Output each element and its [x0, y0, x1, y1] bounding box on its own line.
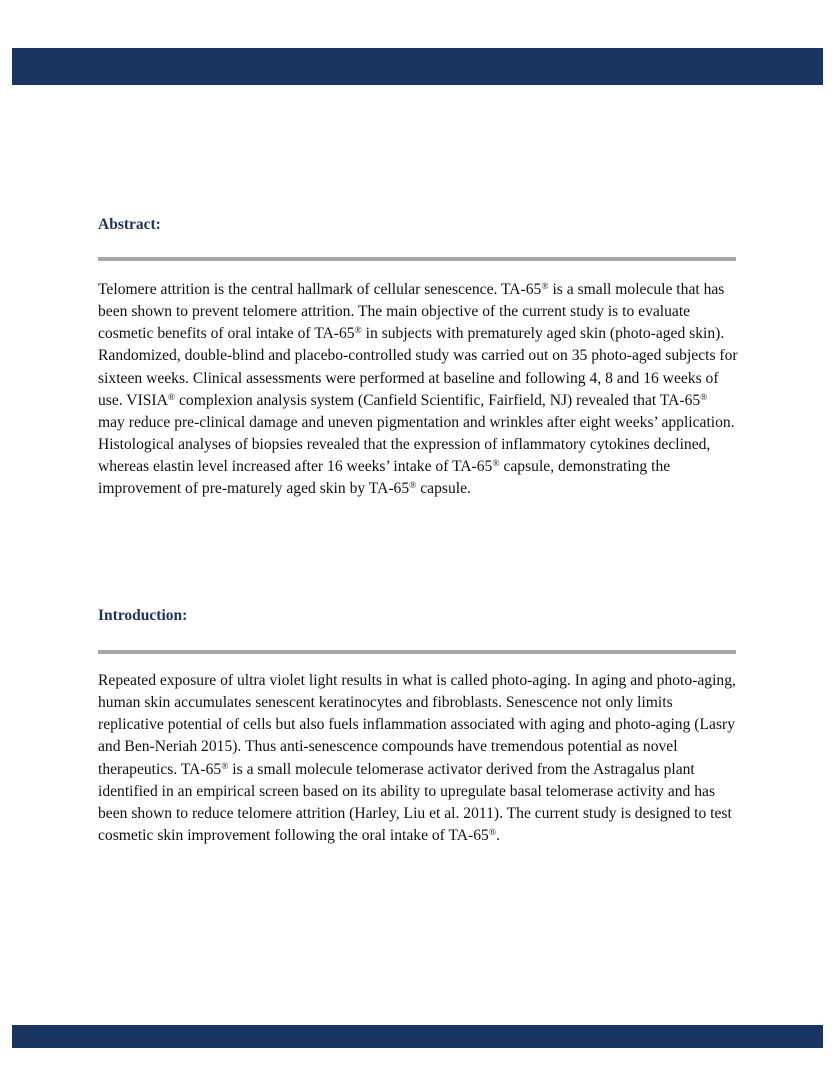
abstract-section — [98, 215, 738, 498]
introduction-text: is a small molecule telomerase activator derived from the Astragalus plant identified in an empirical screen based on its ability to upregulate basal telomerase activity and has been shown to reduce telomere attrition (Harley, Liu et al. 2011). The current study is designed to test cosmetic skin improvement following the oral intake of TA-65 — [98, 760, 732, 845]
introduction-text: . — [496, 827, 500, 845]
registered-mark: ® — [409, 481, 417, 492]
registered-mark: ® — [492, 459, 500, 470]
footer-band — [12, 1025, 823, 1048]
registered-mark: ® — [221, 761, 229, 772]
registered-mark: ® — [354, 326, 362, 337]
abstract-text: in subjects with prematurely aged skin (photo-aged skin). Randomized, double-blind and placebo-controlled study was carried out on 35 photo-aged subjects for sixteen weeks. Clinical assessments were performed at baseline and following 4, 8 and 16 weeks of use. VISIA — [98, 325, 738, 409]
introduction-paragraph — [98, 670, 738, 847]
abstract-divider — [98, 257, 736, 261]
registered-mark: ® — [700, 392, 708, 403]
abstract-text: Telomere attrition is the central hallmark of cellular senescence. TA-65 — [98, 281, 542, 298]
header-band — [12, 48, 823, 85]
registered-mark: ® — [541, 282, 549, 292]
abstract-text: complexion analysis system (Canfield Scientific, Fairfield, NJ) revealed that TA-65 — [175, 391, 701, 409]
abstract-text: capsule. — [416, 480, 471, 498]
abstract-heading: Abstract: — [98, 216, 161, 233]
introduction-heading: Introduction: — [98, 607, 188, 624]
introduction-section — [98, 606, 738, 845]
abstract-text: may reduce pre-clinical damage and uneven pigmentation and wrinkles after eight weeks’ application. Histological analyses of biopsies revealed that the expression of inflammatory cytokines declined, whereas elastin level increased after 16 weeks’ intake of TA-65 — [98, 413, 735, 476]
registered-mark: ® — [167, 392, 176, 403]
abstract-paragraph — [98, 279, 738, 501]
introduction-text: Repeated exposure of ultra violet light results in what is called photo-aging. In aging and photo-aging, human skin accumulates senescent keratinocytes and fibroblasts. Senescence not only limits replicative potential of cells but also fuels inflammation associated with aging and photo-aging (Lasry and Ben-Neriah 2015). Thus anti-senescence compounds have tremendous potential as novel therapeutics. TA-65 — [98, 672, 736, 778]
introduction-divider — [98, 650, 736, 654]
abstract-text: is a small molecule that has been shown to prevent telomere attrition. The main objective of the current study is to evaluate cosmetic benefits of oral intake of TA-65 — [98, 281, 725, 343]
abstract-text: capsule, demonstrating the improvement of pre-maturely aged skin by TA-65 — [98, 458, 671, 498]
registered-mark: ® — [488, 828, 497, 839]
